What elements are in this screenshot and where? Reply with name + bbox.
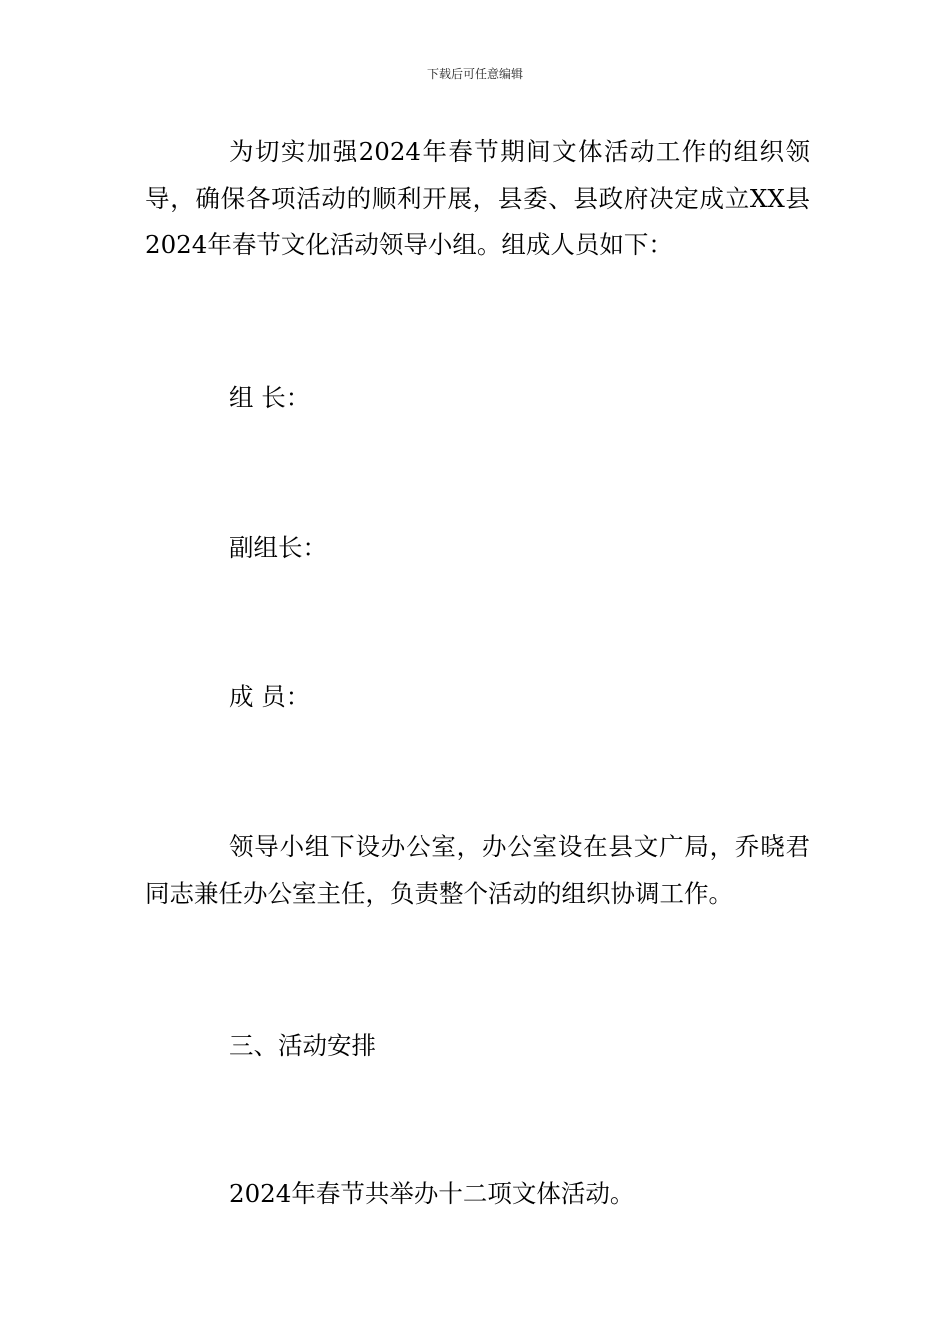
section-heading-activity-arrangement: 三、活动安排 <box>229 1031 376 1060</box>
page-header-note: 下载后可任意编辑 <box>426 67 523 81</box>
activities-summary-line: 2024年春节共举办十二项文体活动。 <box>229 1179 635 1208</box>
members-label: 成 员： <box>229 682 311 711</box>
leader-label: 组 长： <box>229 383 311 412</box>
office-paragraph: 领导小组下设办公室，办公室设在县文广局，乔晓君同志兼任办公室主任，负责整个活动的组织协调工作。 <box>145 832 810 908</box>
intro-paragraph: 为切实加强2024年春节期间文体活动工作的组织领导，确保各项活动的顺利开展，县委、县政府决定成立XX县2024年春节文化活动领导小组。组成人员如下： <box>145 137 810 259</box>
deputy-leader-label: 副组长： <box>229 533 327 562</box>
